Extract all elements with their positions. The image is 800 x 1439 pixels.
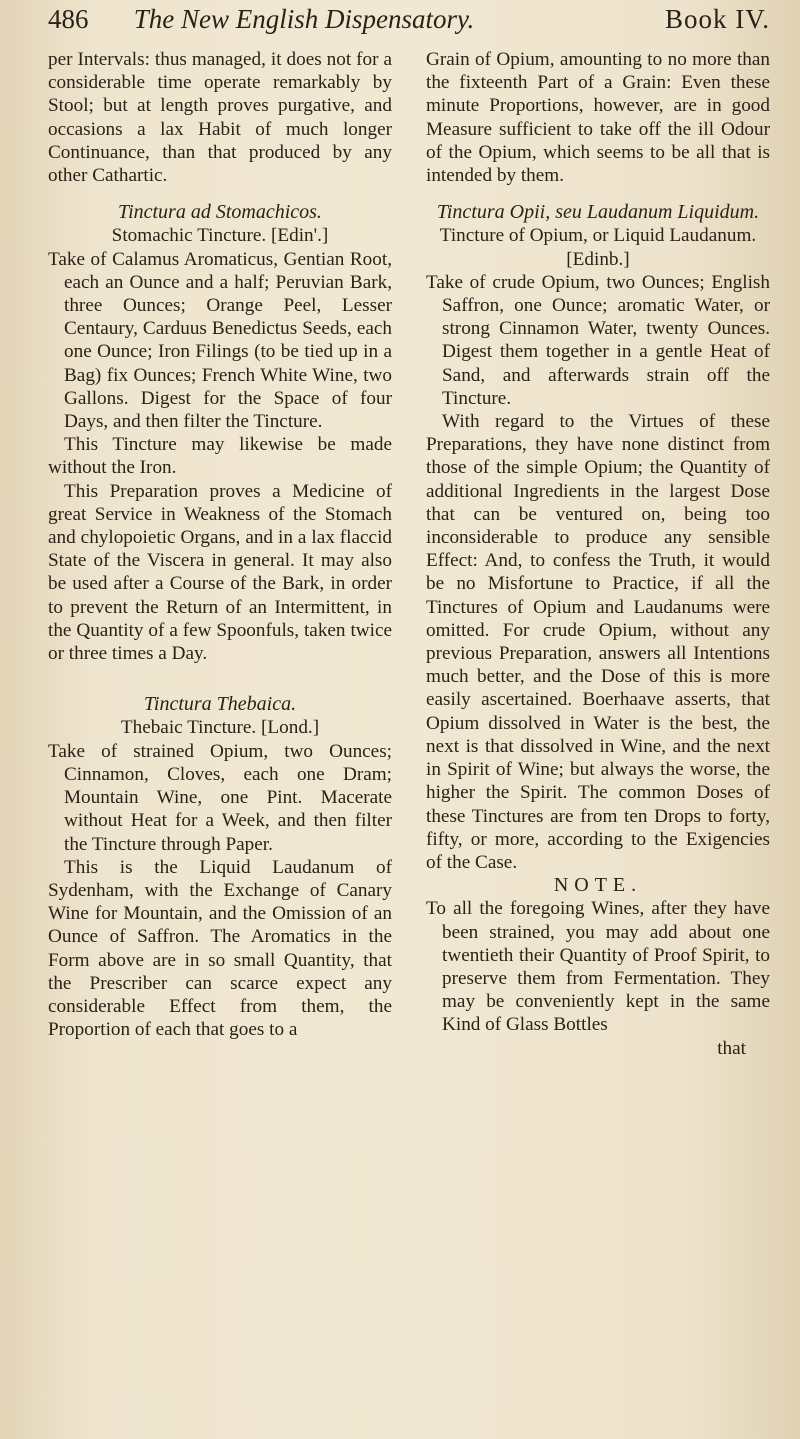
recipe-opium: Take of crude Opium, two Ounces; English Saffron, one Ounce; aromatic Water, or strong Cinnamon Water, twenty Ounces. Digest them together in a gentle Heat of Sand, and afterwards strain off the Tincture. <box>426 271 770 409</box>
section-title-opium: Tinctura Opii, seu Laudanum Liquidum. <box>436 201 760 224</box>
recipe-stomachic: Take of Calamus Aromaticus, Gentian Root, each an Ounce and a half; Peruvian Bark, three Ounces; Orange Peel, Lesser Centaury, Carduus Benedictus Seeds, each one Ounce; Iron Filings (to be tied up in a Bag) fix Ounces; French White Wine, two Gallons. Digest for the Space of four Days, and then filter the Tincture. <box>48 248 392 433</box>
right-column <box>426 48 770 1060</box>
text-columns <box>48 48 770 1060</box>
section-subtitle-thebaic: Thebaic Tincture. [Lond.] <box>120 717 320 739</box>
section-title-thebaic: Tinctura Thebaica. <box>143 693 297 716</box>
paragraph-thebaic-laudanum: This is the Liquid Laudanum of Sydenham, with the Exchange of Canary Wine for Mountain, and the Omission of an Ounce of Saffron. The Aromatics in the Form above are in so small Quantity, that the Prescriber can scarce expect any considerable Effect from them, the Proportion of each that goes to a <box>48 856 392 1041</box>
running-title: The New English Dispensatory. <box>133 4 475 34</box>
note-heading: NOTE. <box>553 874 643 897</box>
left-intro-paragraph: per Intervals: thus managed, it does not for a considerable time operate remarkably by Stool; but at length proves purgative, and occasions a lax Habit of much longer Continuance, than that produced by any other Cathartic. <box>48 49 392 187</box>
page-header <box>48 4 770 48</box>
paragraph-opium-virtues: With regard to the Virtues of these Preparations, they have none distinct from those of the simple Opium; the Quantity of additional Ingredients in the largest Dose that can be ventured on, being too inconsiderable to produce any sensible Effect: And, to confess the Truth, it would be no Misfortune to Practice, if all the Tinctures of Opium and Laudanums were omitted. For crude Opium, without any previous Preparation, answers all Intentions much better, and the Dose of this is more easily ascertained. Boerhaave asserts, that Opium dissolved in Water is the best, the next is that dissolved in Wine, and the next in Spirit of Wine; but always the worse, the higher the Spirit. The common Doses of these Tinctures are from ten Drops to forty, fifty, or more, according to the Exigencies of the Case. <box>426 411 770 873</box>
paragraph-stomachic-use: This Preparation proves a Medicine of great Service in Weakness of the Stomach and chylopoietic Organs, and in a lax flaccid State of the Viscera in general. It may also be used after a Course of the Bark, in order to prevent the Return of an Intermittent, in the Quantity of a few Spoonfuls, taken twice or three times a Day. <box>48 480 392 665</box>
note-paragraph: To all the foregoing Wines, after they have been strained, you may add about one twentieth their Quantity of Proof Spirit, to preserve them from Fermentation. They may be conveniently kept in the same Kind of Glass Bottles <box>426 898 770 1036</box>
left-column <box>48 48 392 1060</box>
section-title-stomachic: Tinctura ad Stomachicos. <box>118 201 322 224</box>
right-intro-paragraph: Grain of Opium, amounting to no more than the fixteenth Part of a Grain: Even these minute Proportions, however, are in good Measure sufficient to take off the ill Odour of the Opium, which seems to be all that is intended by them. <box>426 49 770 187</box>
paragraph-stomachic-iron: This Tincture may likewise be made without the Iron. <box>48 434 392 479</box>
recipe-thebaic: Take of strained Opium, two Ounces; Cinnamon, Cloves, each one Dram; Mountain Wine, one Pint. Macerate without Heat for a Week, and then filter the Tincture through Paper. <box>48 740 392 855</box>
section-subtitle-stomachic: Stomachic Tincture. [Edin'.] <box>111 225 329 247</box>
book-label: Book IV. <box>664 4 770 34</box>
section-subtitle-opium: Tincture of Opium, or Liquid Laudanum. [Edinb.] <box>439 225 757 270</box>
catchword: that <box>717 1037 746 1059</box>
page-number: 486 <box>48 4 89 34</box>
